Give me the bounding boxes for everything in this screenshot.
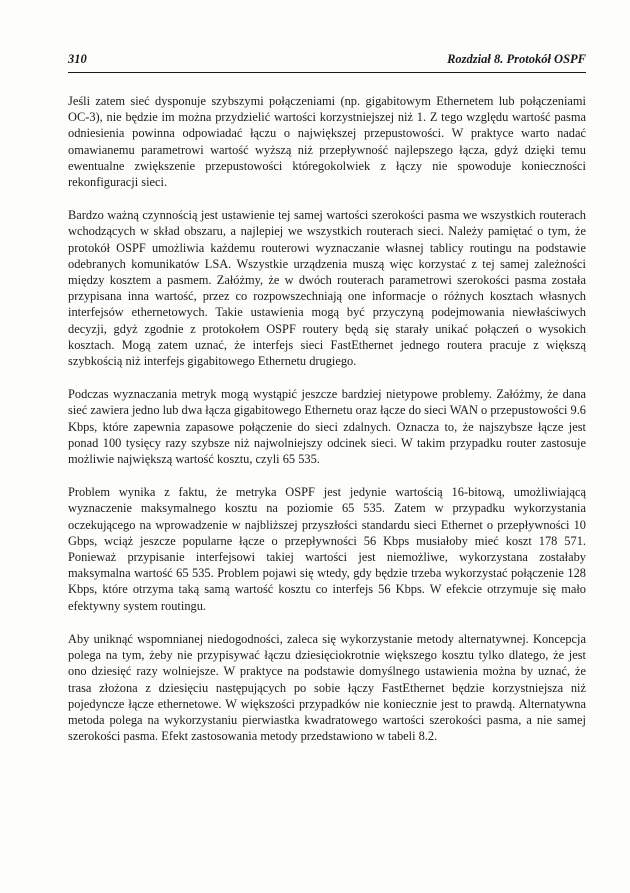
paragraph: Podczas wyznaczania metryk mogą wystąpić jeszcze bardziej nietypowe problemy. Załóżmy, że dana sieć zawiera jedno lub dwa łącza gigabitowego Ethernetu oraz łącze do sieci WAN o przepustowości 9.6 Kbps, które zapewnia zapasowe połączenie do sieci zdalnych. Oznacza to, że najszybsze łącze jest ponad 100 tysięcy razy szybsze niż najwolniejszy odcinek sieci. W takim przypadku router zastosuje możliwie największą wartość kosztu, czyli 65 535. bbox=[68, 387, 586, 467]
page-header bbox=[68, 50, 586, 73]
chapter-title: Rozdział 8. Protokół OSPF bbox=[447, 52, 586, 66]
paragraph: Problem wynika z faktu, że metryka OSPF jest jedynie wartością 16-bitową, umożliwiającą wyznaczenie maksymalnego kosztu na poziomie 65 535. Zatem w przypadku wykorzystania oczekującego na wprowadzenie w najbliższej przyszłości standardu sieci Ethernet o przepływności 10 Gbps, wciąż jeszcze popularne łącze o przepływności 56 Kbps musiałoby mieć koszt 178 571. Ponieważ przypisanie interfejsowi takiej wartości jest niemożliwe, wykorzystana zostałaby maksymalna wartość 65 535. Problem pojawi się wtedy, gdy będzie trzeba wykorzystać połączenie 128 Kbps, które otrzyma taką samą wartość kosztu co interfejs 56 Kbps. W efekcie otrzymuje się mało efektywny system routingu. bbox=[68, 485, 586, 613]
paragraph: Bardzo ważną czynnością jest ustawienie tej samej wartości szerokości pasma we wszystkich routerach wchodzących w skład obszaru, a najlepiej we wszystkich routerach sieci. Należy pamiętać o tym, że protokół OSPF umożliwia każdemu routerowi wyznaczanie własnej tablicy routingu na podstawie odebranych komunikatów LSA. Wszystkie urządzenia muszą więc korzystać z tej samej zależności między kosztem a pasmem. Załóżmy, że w dwóch routerach parametrowi szerokości pasma została przypisana inna wartość, przez co rozpowszechniają one informacje o różnych kosztach własnych interfejsów ethernetowych. Takie ustawienia mogą być przyczyną podejmowania niewłaściwych decyzji, gdyż zgodnie z protokołem OSPF routery będą się starały unikać połączeń o wysokich kosztach. Mogą zatem uznać, że interfejs sieci FastEthernet jednego routera pracuje z większą szybkością niż interfejs gigabitowego Ethernetu drugiego. bbox=[68, 208, 586, 369]
body-text bbox=[68, 93, 586, 761]
paragraph: Aby uniknąć wspomnianej niedogodności, zaleca się wykorzystanie metody alternatywnej. Koncepcja polega na tym, żeby nie przypisywać łączu dziesięciokrotnie większego kosztu tylko dlatego, że jest ono dziesięć razy wolniejsze. W praktyce na podstawie domyślnego ustawienia można by uznać, że trasa złożona z dziesięciu następujących po sobie łączy FastEthernet będzie korzystniejsza niż pojedyncze łącze ethernetowe. W większości przypadków nie koniecznie jest to prawdą. Alternatywna metoda polega na wykorzystaniu pierwiastka kwadratowego wartości szerokości pasma, a nie samej szerokości pasma. Efekt zastosowania metody przedstawiono w tabeli 8.2. bbox=[68, 631, 586, 744]
page-number: 310 bbox=[68, 52, 87, 66]
paragraph: Jeśli zatem sieć dysponuje szybszymi połączeniami (np. gigabitowym Ethernetem lub połączeniami OC-3), nie będzie im można przydzielić wartości korzystniejszej niż 1. Z tego względu wartość pasma odniesienia powinna odpowiadać łączu o największej przepustowości. W praktyce warto nadać omawianemu parametrowi wartość wyższą niż przepływność najlepszego łącza, gdyż dzięki temu ewentualne zwiększenie przepustowości któregokolwiek z łączy nie spowoduje konieczności rekonfiguracji sieci. bbox=[68, 94, 586, 190]
